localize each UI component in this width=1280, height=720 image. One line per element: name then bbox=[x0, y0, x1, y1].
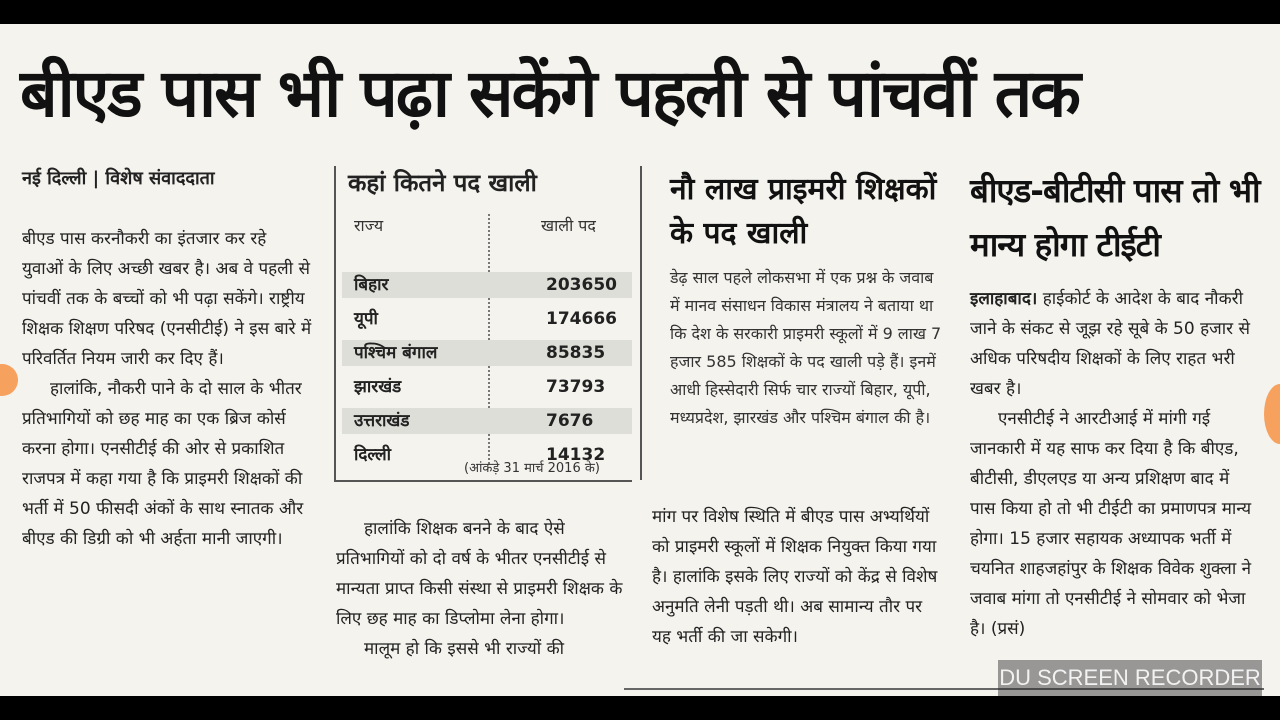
table-cell-vacant: 203650 bbox=[546, 275, 617, 295]
table-cell-vacant: 7676 bbox=[546, 411, 594, 431]
article-column-3 bbox=[652, 502, 942, 652]
table-cell-state: उत्तराखंड bbox=[354, 411, 410, 431]
overlay-dot-right bbox=[1264, 384, 1280, 444]
sub-headline: बीएड-बीटीसी पास तो भी मान्य होगा टीईटी bbox=[970, 171, 1260, 264]
article-column-2 bbox=[336, 514, 626, 664]
infobox-title: नौ लाख प्राइमरी शिक्षकों के पद खाली bbox=[670, 172, 937, 251]
table-header-vacant: खाली पद bbox=[541, 216, 596, 235]
article-paragraph bbox=[970, 284, 1255, 404]
vacancy-infobox bbox=[640, 166, 942, 480]
vacancy-table bbox=[334, 166, 632, 482]
article-paragraph: हालांकि, नौकरी पाने के दो साल के भीतर प्रतिभागियों को छह माह का एक ब्रिज कोर्स करना होगा। एनसीटीई की ओर से प्रकाशित राजपत्र में कहा गया है कि प्राइमरी शिक्षकों की भर्ती में 50 फीसदी अंकों के साथ स्नातक और बीएड की डिग्री को भी अर्हता मानी जाएगी। bbox=[22, 379, 304, 549]
table-cell-vacant: 85835 bbox=[546, 343, 606, 363]
article-paragraph: एनसीटीई ने आरटीआई में मांगी गई जानकारी में यह साफ कर दिया है कि बीएड, बीटीसी, डीएलएड या अन्य प्रशिक्षण बाद में पास किया हो तो भी टीईटी का प्रमाणपत्र मान्य होगा। 15 हजार सहायक अध्यापक भर्ती में चयनित शाहजहांपुर के शिक्षक विवेक शुक्ला ने जवाब मांगा तो एनसीटीई ने सोमवार को भेजा है। (प्रसं) bbox=[970, 409, 1252, 639]
dateline: इलाहाबाद। bbox=[970, 289, 1038, 309]
table-cell-state: झारखंड bbox=[354, 377, 402, 397]
recorder-watermark: DU SCREEN RECORDER bbox=[998, 660, 1262, 696]
table-row bbox=[342, 340, 632, 366]
table-row bbox=[342, 272, 632, 298]
article-column-4 bbox=[970, 284, 1255, 644]
table-cell-vacant: 174666 bbox=[546, 309, 617, 329]
table-cell-state: यूपी bbox=[354, 309, 378, 329]
table-title: कहां कितने पद खाली bbox=[348, 169, 537, 197]
newspaper-clipping bbox=[0, 24, 1280, 696]
table-row bbox=[342, 306, 632, 332]
article-paragraph: मालूम हो कि इससे भी राज्यों की bbox=[364, 639, 565, 659]
table-row bbox=[342, 374, 632, 400]
table-header-state: राज्य bbox=[354, 216, 384, 235]
headline: बीएड पास भी पढ़ा सकेंगे पहली से पांचवीं तक bbox=[20, 55, 1079, 132]
table-cell-state: दिल्ली bbox=[354, 445, 392, 465]
article-column-1 bbox=[22, 224, 312, 554]
byline: नई दिल्ली | विशेष संवाददाता bbox=[22, 168, 215, 189]
paragraph-text: हाईकोर्ट के आदेश के बाद नौकरी जाने के संकट से जूझ रहे सूबे के 50 हजार से अधिक परिषदीय शिक्षकों के लिए राहत भरी खबर है। bbox=[970, 289, 1250, 399]
infobox-text: डेढ़ साल पहले लोकसभा में एक प्रश्न के जवाब में मानव संसाधन विकास मंत्रालय ने बताया था कि देश के सरकारी प्राइमरी स्कूलों में 9 लाख 7 हजार 585 शिक्षकों के पद खाली पड़े हैं। इनमें आधी हिस्सेदारी सिर्फ चार राज्यों बिहार, यूपी, मध्यप्रदेश, झारखंड और पश्चिम बंगाल की है। bbox=[670, 268, 942, 427]
article-paragraph: मांग पर विशेष स्थिति में बीएड पास अभ्यर्थियों को प्राइमरी स्कूलों में शिक्षक नियुक्त किया गया है। हालांकि इसके लिए राज्यों को केंद्र से विशेष अनुमति लेनी पड़ती थी। अब सामान्य तौर पर यह भर्ती की जा सकेगी। bbox=[652, 507, 938, 647]
article-paragraph: हालांकि शिक्षक बनने के बाद ऐसे प्रतिभागियों को दो वर्ष के भीतर एनसीटीई से मान्यता प्राप्त किसी संस्था से प्राइमरी शिक्षक के लिए छह माह का डिप्लोमा लेना होगा। bbox=[336, 519, 623, 629]
table-cell-state: पश्चिम बंगाल bbox=[354, 343, 438, 363]
table-cell-state: बिहार bbox=[354, 275, 389, 295]
table-cell-vacant: 14132 bbox=[546, 445, 606, 465]
table-cell-vacant: 73793 bbox=[546, 377, 606, 397]
article-paragraph: बीएड पास करनौकरी का इंतजार कर रहे युवाओं के लिए अच्छी खबर है। अब वे पहली से पांचवीं तक के बच्चों को भी पढ़ा सकेंगे। राष्ट्रीय शिक्षक शिक्षण परिषद (एनसीटीई) ने इस बारे में परिवर्तित नियम जारी कर दिए हैं। bbox=[22, 229, 312, 369]
overlay-dot-left bbox=[0, 364, 18, 396]
table-note: (आंकड़े 31 मार्च 2016 के) bbox=[464, 461, 600, 476]
table-row bbox=[342, 408, 632, 434]
